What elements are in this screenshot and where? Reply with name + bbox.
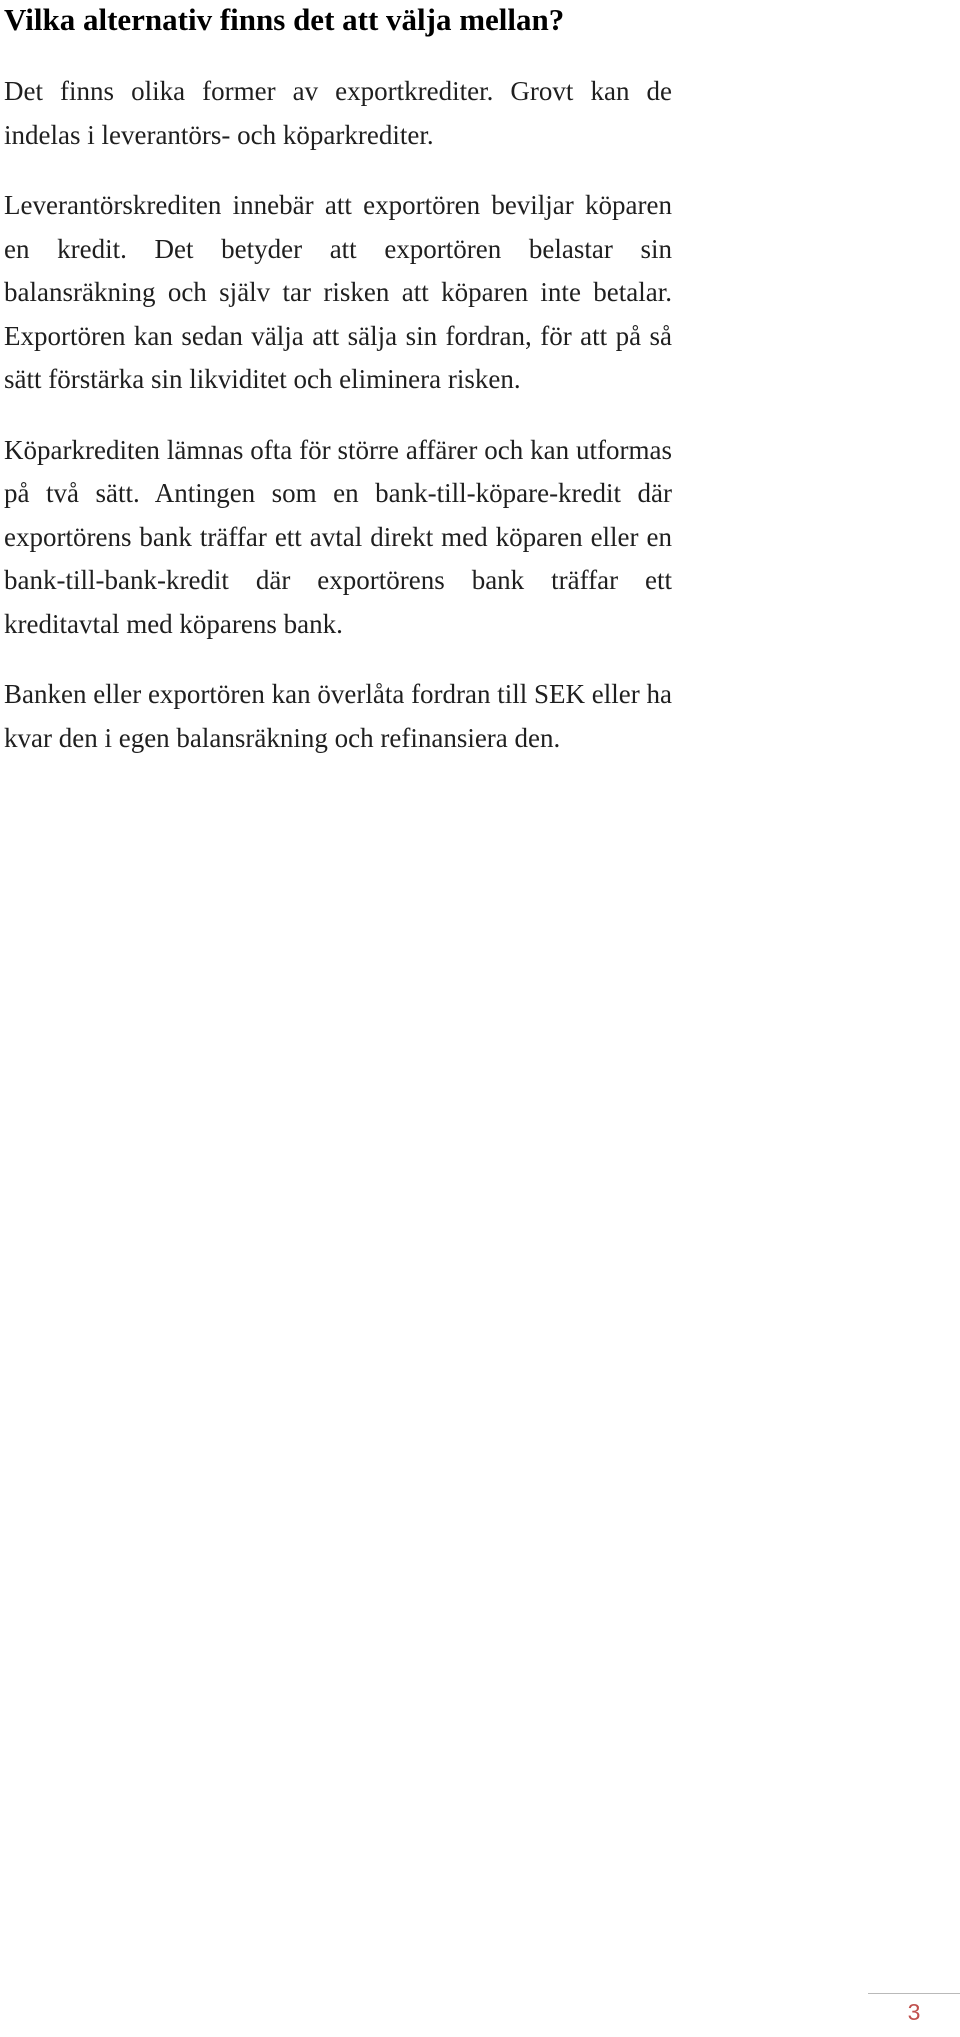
footer-divider xyxy=(868,1993,960,1994)
paragraph-buyer-credit: Köparkrediten lämnas ofta för större affärer och kan utformas på två sätt. Antingen som en bank-till-köpare-kredit där exportörens bank träffar ett avtal direkt med köparen eller en bank-till-bank-kredit där exportörens bank träffar ett kreditavtal med köparens bank. xyxy=(4,434,672,639)
paragraph-refinancing: Banken eller exportören kan överlåta fordran till SEK eller ha kvar den i egen balansräkning och refinansiera den. xyxy=(4,679,672,753)
paragraph-supplier-credit: Leverantörskrediten innebär att exportören beviljar köparen en kredit. Det betyder att exportören belastar sin balansräkning och själv tar risken att köparen inte betalar. Exportören kan sedan välja att sälja sin fordran, för att på så sätt förstärka sin likviditet och eliminera risken. xyxy=(4,190,672,394)
paragraph-intro: Det finns olika former av exportkrediter. Grovt kan de indelas i leverantörs- och köparkrediter. xyxy=(4,76,672,150)
section-heading: Vilka alternativ finns det att välja mellan? xyxy=(4,2,565,37)
document-page xyxy=(4,0,672,760)
page-number: 3 xyxy=(907,1999,921,2025)
